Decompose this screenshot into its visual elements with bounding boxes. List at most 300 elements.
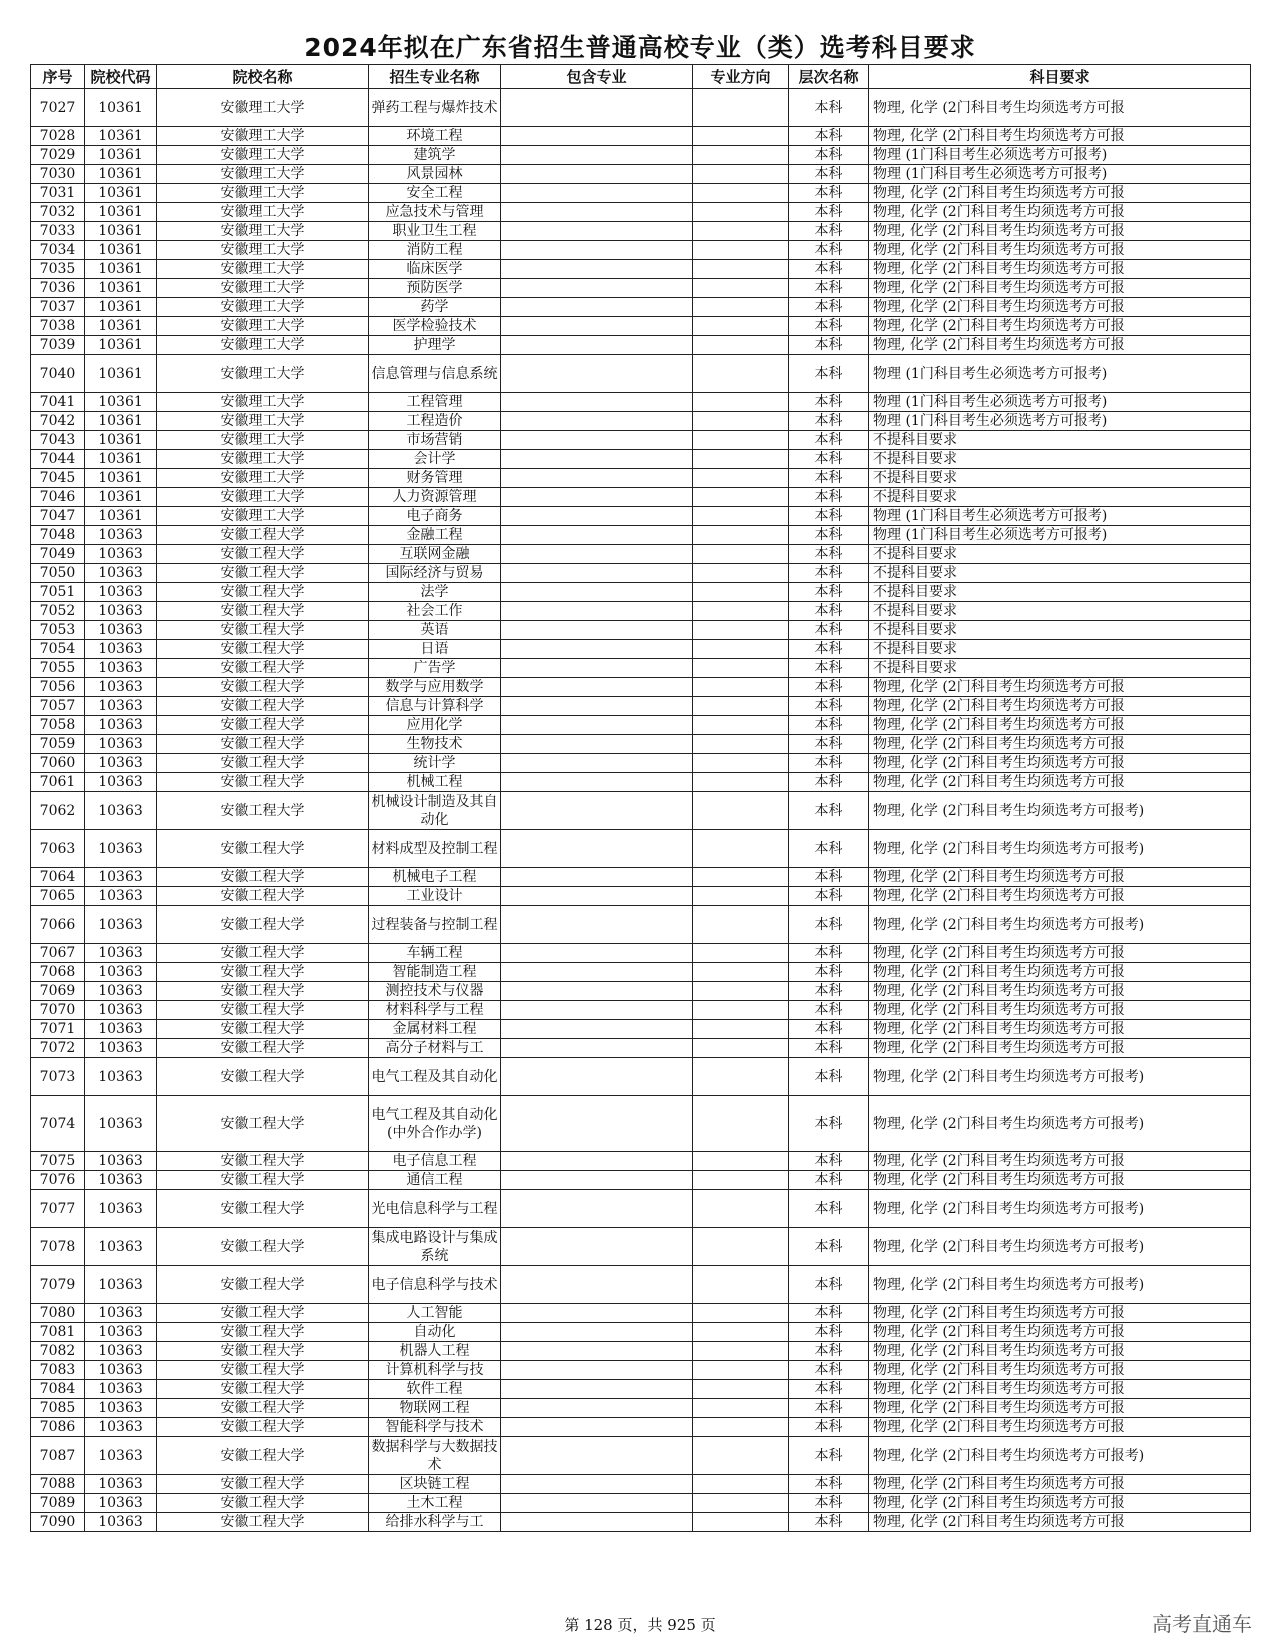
cell-requirement: 物理, 化学 (2门科目考生均须选考方可报 bbox=[869, 127, 1251, 146]
cell-requirement: 物理, 化学 (2门科目考生均须选考方可报 bbox=[869, 697, 1251, 716]
cell-level: 本科 bbox=[789, 1096, 869, 1152]
cell-include bbox=[501, 127, 693, 146]
cell-direction bbox=[693, 1039, 789, 1058]
cell-level: 本科 bbox=[789, 1323, 869, 1342]
cell-include bbox=[501, 716, 693, 735]
cell-include bbox=[501, 1171, 693, 1190]
cell-code: 10363 bbox=[85, 1058, 157, 1096]
cell-no: 7067 bbox=[31, 944, 85, 963]
cell-level: 本科 bbox=[789, 678, 869, 697]
cell-level: 本科 bbox=[789, 317, 869, 336]
cell-include bbox=[501, 754, 693, 773]
table-row bbox=[31, 1323, 1251, 1342]
cell-direction bbox=[693, 241, 789, 260]
cell-major: 软件工程 bbox=[369, 1380, 501, 1399]
cell-major: 电子商务 bbox=[369, 507, 501, 526]
cell-requirement: 物理, 化学 (2门科目考生均须选考方可报 bbox=[869, 317, 1251, 336]
table-row bbox=[31, 469, 1251, 488]
table-row bbox=[31, 1361, 1251, 1380]
cell-direction bbox=[693, 640, 789, 659]
cell-include bbox=[501, 526, 693, 545]
cell-level: 本科 bbox=[789, 735, 869, 754]
cell-no: 7030 bbox=[31, 165, 85, 184]
cell-code: 10363 bbox=[85, 792, 157, 830]
cell-requirement: 物理, 化学 (2门科目考生均须选考方可报 bbox=[869, 944, 1251, 963]
cell-code: 10363 bbox=[85, 1475, 157, 1494]
cell-school: 安徽理工大学 bbox=[157, 355, 369, 393]
cell-level: 本科 bbox=[789, 602, 869, 621]
cell-requirement: 物理, 化学 (2门科目考生均须选考方可报 bbox=[869, 1513, 1251, 1532]
cell-no: 7062 bbox=[31, 792, 85, 830]
cell-school: 安徽理工大学 bbox=[157, 89, 369, 127]
cell-no: 7086 bbox=[31, 1418, 85, 1437]
cell-major: 数学与应用数学 bbox=[369, 678, 501, 697]
cell-direction bbox=[693, 868, 789, 887]
cell-requirement: 物理 (1门科目考生必须选考方可报考) bbox=[869, 507, 1251, 526]
table-body bbox=[31, 89, 1251, 1532]
cell-level: 本科 bbox=[789, 1190, 869, 1228]
cell-school: 安徽理工大学 bbox=[157, 488, 369, 507]
cell-requirement: 不提科目要求 bbox=[869, 545, 1251, 564]
cell-requirement: 物理, 化学 (2门科目考生均须选考方可报考) bbox=[869, 1266, 1251, 1304]
cell-school: 安徽理工大学 bbox=[157, 146, 369, 165]
cell-include bbox=[501, 944, 693, 963]
table-row bbox=[31, 507, 1251, 526]
cell-include bbox=[501, 393, 693, 412]
table-row bbox=[31, 735, 1251, 754]
table-row bbox=[31, 450, 1251, 469]
cell-code: 10361 bbox=[85, 355, 157, 393]
cell-requirement: 物理, 化学 (2门科目考生均须选考方可报考) bbox=[869, 1437, 1251, 1475]
cell-requirement: 不提科目要求 bbox=[869, 450, 1251, 469]
cell-school: 安徽理工大学 bbox=[157, 127, 369, 146]
table-row bbox=[31, 602, 1251, 621]
cell-level: 本科 bbox=[789, 355, 869, 393]
table-row bbox=[31, 260, 1251, 279]
cell-no: 7080 bbox=[31, 1304, 85, 1323]
cell-no: 7060 bbox=[31, 754, 85, 773]
cell-direction bbox=[693, 1494, 789, 1513]
cell-level: 本科 bbox=[789, 260, 869, 279]
cell-requirement: 不提科目要求 bbox=[869, 602, 1251, 621]
table-row bbox=[31, 944, 1251, 963]
cell-requirement: 物理, 化学 (2门科目考生均须选考方可报 bbox=[869, 1494, 1251, 1513]
cell-code: 10363 bbox=[85, 1513, 157, 1532]
cell-no: 7035 bbox=[31, 260, 85, 279]
cell-school: 安徽工程大学 bbox=[157, 1399, 369, 1418]
cell-direction bbox=[693, 678, 789, 697]
cell-code: 10363 bbox=[85, 564, 157, 583]
cell-direction bbox=[693, 754, 789, 773]
cell-include bbox=[501, 1380, 693, 1399]
cell-direction bbox=[693, 412, 789, 431]
cell-direction bbox=[693, 1399, 789, 1418]
cell-requirement: 物理, 化学 (2门科目考生均须选考方可报 bbox=[869, 1039, 1251, 1058]
cell-no: 7054 bbox=[31, 640, 85, 659]
cell-code: 10363 bbox=[85, 1418, 157, 1437]
cell-school: 安徽工程大学 bbox=[157, 583, 369, 602]
cell-direction bbox=[693, 1475, 789, 1494]
cell-level: 本科 bbox=[789, 488, 869, 507]
cell-code: 10361 bbox=[85, 184, 157, 203]
table-row bbox=[31, 393, 1251, 412]
cell-school: 安徽工程大学 bbox=[157, 982, 369, 1001]
cell-requirement: 物理, 化学 (2门科目考生均须选考方可报 bbox=[869, 716, 1251, 735]
cell-requirement: 物理 (1门科目考生必须选考方可报考) bbox=[869, 412, 1251, 431]
cell-level: 本科 bbox=[789, 792, 869, 830]
cell-major: 社会工作 bbox=[369, 602, 501, 621]
table-row bbox=[31, 1001, 1251, 1020]
cell-direction bbox=[693, 602, 789, 621]
cell-code: 10363 bbox=[85, 1228, 157, 1266]
cell-level: 本科 bbox=[789, 89, 869, 127]
cell-code: 10363 bbox=[85, 1152, 157, 1171]
cell-include bbox=[501, 260, 693, 279]
cell-requirement: 物理, 化学 (2门科目考生均须选考方可报 bbox=[869, 1020, 1251, 1039]
cell-code: 10363 bbox=[85, 716, 157, 735]
cell-school: 安徽工程大学 bbox=[157, 716, 369, 735]
cell-level: 本科 bbox=[789, 184, 869, 203]
cell-requirement: 物理, 化学 (2门科目考生均须选考方可报 bbox=[869, 1418, 1251, 1437]
cell-requirement: 不提科目要求 bbox=[869, 469, 1251, 488]
cell-direction bbox=[693, 1323, 789, 1342]
table-row bbox=[31, 659, 1251, 678]
cell-major: 环境工程 bbox=[369, 127, 501, 146]
cell-code: 10361 bbox=[85, 507, 157, 526]
cell-school: 安徽工程大学 bbox=[157, 944, 369, 963]
cell-code: 10361 bbox=[85, 431, 157, 450]
table-row bbox=[31, 564, 1251, 583]
cell-direction bbox=[693, 564, 789, 583]
cell-direction bbox=[693, 1361, 789, 1380]
cell-level: 本科 bbox=[789, 1494, 869, 1513]
cell-level: 本科 bbox=[789, 1437, 869, 1475]
table-row bbox=[31, 678, 1251, 697]
cell-school: 安徽工程大学 bbox=[157, 564, 369, 583]
cell-major: 通信工程 bbox=[369, 1171, 501, 1190]
cell-direction bbox=[693, 545, 789, 564]
cell-no: 7034 bbox=[31, 241, 85, 260]
cell-school: 安徽工程大学 bbox=[157, 792, 369, 830]
cell-no: 7090 bbox=[31, 1513, 85, 1532]
cell-code: 10361 bbox=[85, 279, 157, 298]
cell-requirement: 物理, 化学 (2门科目考生均须选考方可报 bbox=[869, 203, 1251, 222]
cell-code: 10361 bbox=[85, 317, 157, 336]
cell-no: 7046 bbox=[31, 488, 85, 507]
header-school: 院校名称 bbox=[157, 65, 369, 89]
cell-no: 7042 bbox=[31, 412, 85, 431]
cell-include bbox=[501, 488, 693, 507]
cell-school: 安徽工程大学 bbox=[157, 1437, 369, 1475]
cell-direction bbox=[693, 89, 789, 127]
cell-school: 安徽理工大学 bbox=[157, 431, 369, 450]
cell-level: 本科 bbox=[789, 526, 869, 545]
cell-level: 本科 bbox=[789, 469, 869, 488]
cell-major: 金属材料工程 bbox=[369, 1020, 501, 1039]
cell-direction bbox=[693, 659, 789, 678]
cell-school: 安徽理工大学 bbox=[157, 336, 369, 355]
cell-direction bbox=[693, 1266, 789, 1304]
cell-level: 本科 bbox=[789, 564, 869, 583]
cell-requirement: 物理, 化学 (2门科目考生均须选考方可报考) bbox=[869, 830, 1251, 868]
table-row bbox=[31, 1228, 1251, 1266]
cell-major: 互联网金融 bbox=[369, 545, 501, 564]
table-row bbox=[31, 146, 1251, 165]
table-row bbox=[31, 868, 1251, 887]
cell-include bbox=[501, 735, 693, 754]
cell-include bbox=[501, 1342, 693, 1361]
table-row bbox=[31, 621, 1251, 640]
cell-major: 电气工程及其自动化 bbox=[369, 1058, 501, 1096]
cell-no: 7089 bbox=[31, 1494, 85, 1513]
cell-requirement: 不提科目要求 bbox=[869, 640, 1251, 659]
cell-no: 7052 bbox=[31, 602, 85, 621]
page-footer: 第 128 页，共 925 页 bbox=[564, 1616, 716, 1634]
cell-major: 工业设计 bbox=[369, 887, 501, 906]
cell-school: 安徽理工大学 bbox=[157, 279, 369, 298]
cell-school: 安徽理工大学 bbox=[157, 412, 369, 431]
table-row bbox=[31, 887, 1251, 906]
table-row bbox=[31, 488, 1251, 507]
cell-level: 本科 bbox=[789, 697, 869, 716]
cell-direction bbox=[693, 450, 789, 469]
cell-major: 建筑学 bbox=[369, 146, 501, 165]
cell-level: 本科 bbox=[789, 982, 869, 1001]
cell-direction bbox=[693, 1342, 789, 1361]
cell-major: 车辆工程 bbox=[369, 944, 501, 963]
cell-no: 7059 bbox=[31, 735, 85, 754]
cell-direction bbox=[693, 1418, 789, 1437]
cell-code: 10361 bbox=[85, 412, 157, 431]
cell-include bbox=[501, 1096, 693, 1152]
cell-requirement: 物理, 化学 (2门科目考生均须选考方可报 bbox=[869, 735, 1251, 754]
cell-school: 安徽工程大学 bbox=[157, 659, 369, 678]
cell-requirement: 物理, 化学 (2门科目考生均须选考方可报考) bbox=[869, 1096, 1251, 1152]
brand-watermark: 高考直通车 bbox=[1152, 1612, 1252, 1636]
cell-include bbox=[501, 906, 693, 944]
cell-school: 安徽工程大学 bbox=[157, 1304, 369, 1323]
cell-include bbox=[501, 640, 693, 659]
cell-no: 7047 bbox=[31, 507, 85, 526]
cell-include bbox=[501, 545, 693, 564]
cell-level: 本科 bbox=[789, 507, 869, 526]
cell-code: 10363 bbox=[85, 944, 157, 963]
cell-no: 7065 bbox=[31, 887, 85, 906]
cell-school: 安徽工程大学 bbox=[157, 1513, 369, 1532]
cell-code: 10363 bbox=[85, 1380, 157, 1399]
cell-no: 7029 bbox=[31, 146, 85, 165]
cell-include bbox=[501, 336, 693, 355]
cell-code: 10363 bbox=[85, 887, 157, 906]
table-row bbox=[31, 298, 1251, 317]
cell-major: 日语 bbox=[369, 640, 501, 659]
cell-requirement: 物理, 化学 (2门科目考生均须选考方可报 bbox=[869, 1399, 1251, 1418]
cell-major: 电子信息科学与技术 bbox=[369, 1266, 501, 1304]
table-header-row bbox=[31, 65, 1251, 89]
cell-include bbox=[501, 583, 693, 602]
table-row bbox=[31, 412, 1251, 431]
cell-no: 7063 bbox=[31, 830, 85, 868]
cell-direction bbox=[693, 621, 789, 640]
cell-direction bbox=[693, 526, 789, 545]
cell-school: 安徽工程大学 bbox=[157, 773, 369, 792]
cell-major: 过程装备与控制工程 bbox=[369, 906, 501, 944]
cell-level: 本科 bbox=[789, 887, 869, 906]
cell-school: 安徽工程大学 bbox=[157, 1418, 369, 1437]
cell-direction bbox=[693, 1437, 789, 1475]
cell-level: 本科 bbox=[789, 1152, 869, 1171]
cell-direction bbox=[693, 1304, 789, 1323]
cell-direction bbox=[693, 469, 789, 488]
header-direction: 专业方向 bbox=[693, 65, 789, 89]
cell-school: 安徽工程大学 bbox=[157, 735, 369, 754]
cell-major: 电气工程及其自动化(中外合作办学) bbox=[369, 1096, 501, 1152]
cell-direction bbox=[693, 1171, 789, 1190]
cell-no: 7051 bbox=[31, 583, 85, 602]
cell-requirement: 物理 (1门科目考生必须选考方可报考) bbox=[869, 146, 1251, 165]
cell-requirement: 物理, 化学 (2门科目考生均须选考方可报考) bbox=[869, 906, 1251, 944]
cell-no: 7041 bbox=[31, 393, 85, 412]
cell-level: 本科 bbox=[789, 1266, 869, 1304]
cell-no: 7055 bbox=[31, 659, 85, 678]
cell-no: 7039 bbox=[31, 336, 85, 355]
cell-major: 广告学 bbox=[369, 659, 501, 678]
cell-no: 7083 bbox=[31, 1361, 85, 1380]
table-row bbox=[31, 1437, 1251, 1475]
cell-school: 安徽工程大学 bbox=[157, 621, 369, 640]
cell-requirement: 物理 (1门科目考生必须选考方可报考) bbox=[869, 355, 1251, 393]
cell-school: 安徽工程大学 bbox=[157, 1152, 369, 1171]
table-row bbox=[31, 222, 1251, 241]
table-row bbox=[31, 1058, 1251, 1096]
cell-include bbox=[501, 450, 693, 469]
cell-requirement: 不提科目要求 bbox=[869, 583, 1251, 602]
cell-code: 10361 bbox=[85, 165, 157, 184]
cell-no: 7033 bbox=[31, 222, 85, 241]
cell-include bbox=[501, 1001, 693, 1020]
cell-include bbox=[501, 621, 693, 640]
cell-no: 7076 bbox=[31, 1171, 85, 1190]
cell-level: 本科 bbox=[789, 1342, 869, 1361]
cell-level: 本科 bbox=[789, 412, 869, 431]
cell-direction bbox=[693, 431, 789, 450]
cell-school: 安徽工程大学 bbox=[157, 754, 369, 773]
cell-include bbox=[501, 165, 693, 184]
cell-major: 智能制造工程 bbox=[369, 963, 501, 982]
cell-major: 法学 bbox=[369, 583, 501, 602]
cell-code: 10361 bbox=[85, 469, 157, 488]
cell-code: 10363 bbox=[85, 602, 157, 621]
cell-no: 7061 bbox=[31, 773, 85, 792]
cell-include bbox=[501, 1266, 693, 1304]
cell-code: 10361 bbox=[85, 298, 157, 317]
cell-direction bbox=[693, 1058, 789, 1096]
cell-no: 7048 bbox=[31, 526, 85, 545]
cell-major: 英语 bbox=[369, 621, 501, 640]
cell-level: 本科 bbox=[789, 659, 869, 678]
cell-school: 安徽理工大学 bbox=[157, 317, 369, 336]
table-row bbox=[31, 1171, 1251, 1190]
cell-include bbox=[501, 1228, 693, 1266]
cell-level: 本科 bbox=[789, 203, 869, 222]
cell-include bbox=[501, 773, 693, 792]
cell-level: 本科 bbox=[789, 241, 869, 260]
cell-requirement: 物理 (1门科目考生必须选考方可报考) bbox=[869, 526, 1251, 545]
cell-requirement: 物理, 化学 (2门科目考生均须选考方可报 bbox=[869, 1323, 1251, 1342]
cell-code: 10363 bbox=[85, 906, 157, 944]
cell-school: 安徽工程大学 bbox=[157, 602, 369, 621]
cell-major: 信息管理与信息系统 bbox=[369, 355, 501, 393]
cell-no: 7068 bbox=[31, 963, 85, 982]
cell-code: 10363 bbox=[85, 1001, 157, 1020]
page-title: 2024年拟在广东省招生普通高校专业（类）选考科目要求 bbox=[304, 33, 976, 62]
cell-code: 10363 bbox=[85, 1020, 157, 1039]
table-row bbox=[31, 830, 1251, 868]
cell-include bbox=[501, 1513, 693, 1532]
header-no: 序号 bbox=[31, 65, 85, 89]
cell-school: 安徽理工大学 bbox=[157, 450, 369, 469]
cell-level: 本科 bbox=[789, 640, 869, 659]
header-code: 院校代码 bbox=[85, 65, 157, 89]
cell-requirement: 物理, 化学 (2门科目考生均须选考方可报 bbox=[869, 868, 1251, 887]
cell-major: 人工智能 bbox=[369, 1304, 501, 1323]
cell-school: 安徽理工大学 bbox=[157, 260, 369, 279]
cell-major: 工程造价 bbox=[369, 412, 501, 431]
table-row bbox=[31, 184, 1251, 203]
cell-include bbox=[501, 830, 693, 868]
table-row bbox=[31, 773, 1251, 792]
cell-school: 安徽工程大学 bbox=[157, 1001, 369, 1020]
cell-level: 本科 bbox=[789, 716, 869, 735]
cell-direction bbox=[693, 982, 789, 1001]
cell-no: 7069 bbox=[31, 982, 85, 1001]
cell-no: 7075 bbox=[31, 1152, 85, 1171]
cell-requirement: 不提科目要求 bbox=[869, 564, 1251, 583]
cell-school: 安徽理工大学 bbox=[157, 469, 369, 488]
cell-school: 安徽理工大学 bbox=[157, 222, 369, 241]
table-row bbox=[31, 1039, 1251, 1058]
cell-code: 10363 bbox=[85, 545, 157, 564]
cell-include bbox=[501, 1494, 693, 1513]
cell-requirement: 物理, 化学 (2门科目考生均须选考方可报考) bbox=[869, 1190, 1251, 1228]
cell-no: 7064 bbox=[31, 868, 85, 887]
cell-major: 消防工程 bbox=[369, 241, 501, 260]
cell-include bbox=[501, 1323, 693, 1342]
cell-level: 本科 bbox=[789, 545, 869, 564]
cell-direction bbox=[693, 906, 789, 944]
header-major: 招生专业名称 bbox=[369, 65, 501, 89]
cell-school: 安徽工程大学 bbox=[157, 640, 369, 659]
cell-code: 10363 bbox=[85, 1190, 157, 1228]
cell-requirement: 物理, 化学 (2门科目考生均须选考方可报 bbox=[869, 1171, 1251, 1190]
cell-level: 本科 bbox=[789, 944, 869, 963]
cell-include bbox=[501, 678, 693, 697]
cell-requirement: 物理, 化学 (2门科目考生均须选考方可报 bbox=[869, 773, 1251, 792]
cell-code: 10363 bbox=[85, 735, 157, 754]
cell-include bbox=[501, 146, 693, 165]
cell-code: 10361 bbox=[85, 488, 157, 507]
cell-level: 本科 bbox=[789, 146, 869, 165]
cell-major: 预防医学 bbox=[369, 279, 501, 298]
cell-direction bbox=[693, 279, 789, 298]
cell-level: 本科 bbox=[789, 1171, 869, 1190]
cell-direction bbox=[693, 507, 789, 526]
cell-school: 安徽工程大学 bbox=[157, 868, 369, 887]
cell-major: 数据科学与大数据技术 bbox=[369, 1437, 501, 1475]
table-row bbox=[31, 640, 1251, 659]
table-row bbox=[31, 1342, 1251, 1361]
cell-no: 7044 bbox=[31, 450, 85, 469]
